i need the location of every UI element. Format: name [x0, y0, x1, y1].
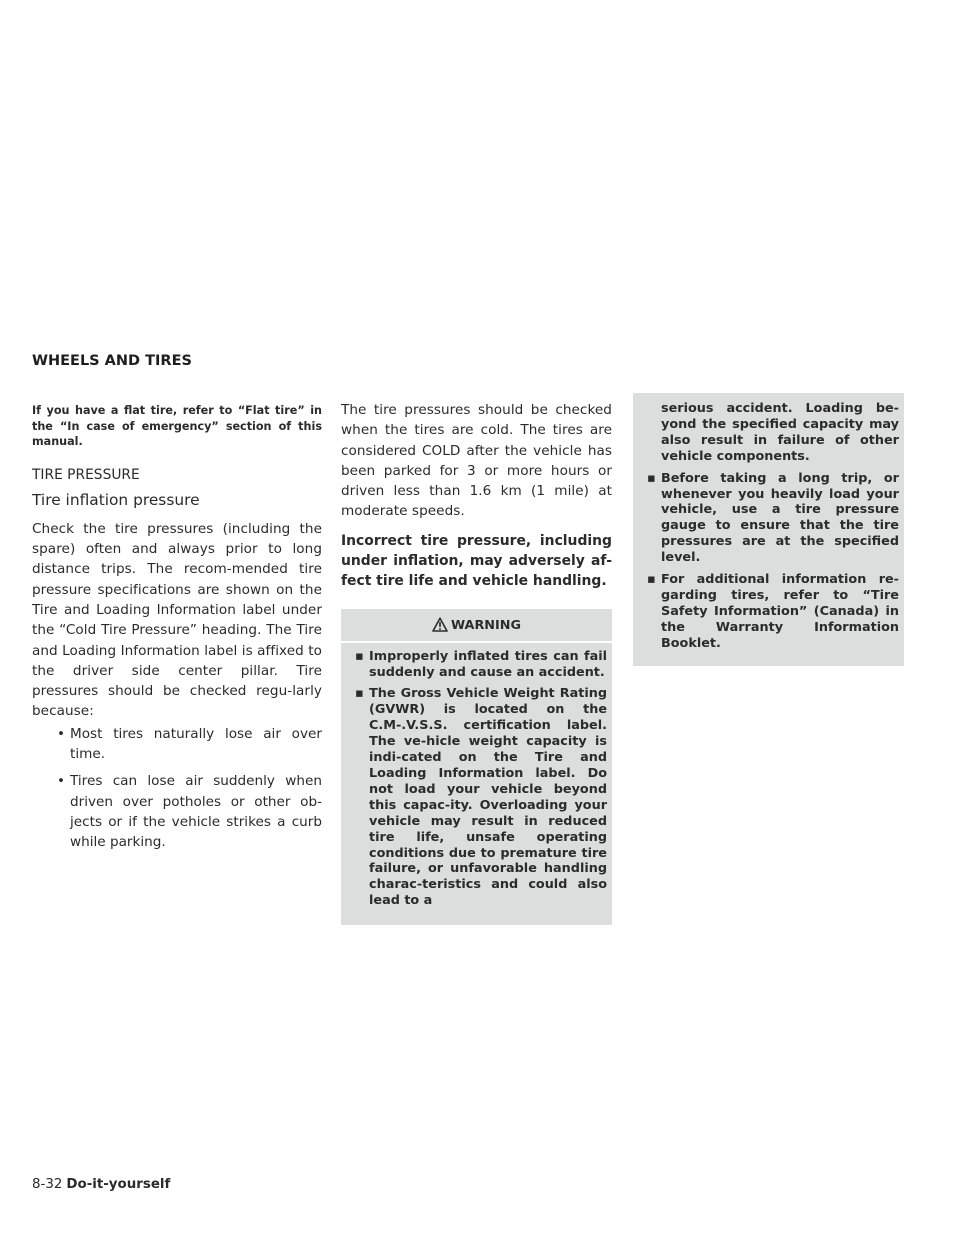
warning-list	[346, 649, 607, 910]
bullet-icon: •	[57, 725, 66, 742]
cold-tires-body: The tire pressures should be checked when the tires are cold. The tires are considered COLD after the vehicle has been parked for 3 or more hours or driven less than 1.6 km (1 mile) at moderate speeds.	[341, 402, 612, 520]
warning-triangle-icon	[432, 617, 448, 632]
warning-list-continued	[638, 471, 899, 652]
warning-item: ▪ Improperly inflated tires can fail suddenly and cause an accident.	[355, 648, 607, 680]
warning-box	[341, 609, 612, 926]
page-number: 8-32	[32, 1177, 63, 1192]
section-title: WHEELS AND TIRES	[32, 353, 192, 369]
warning-item: ▪ Before taking a long trip, or whenever you heavily load your vehicle, use a tire pressure gauge to ensure that the tire pressures are at the specified level.	[647, 470, 899, 566]
bullet-icon: •	[57, 773, 66, 790]
column-3	[633, 398, 904, 666]
list-item: • Most tires naturally lose air over time.	[57, 725, 322, 763]
reasons-list	[32, 724, 322, 853]
column-2	[341, 398, 612, 925]
tire-pressure-body: Check the tire pressures (including the spare) often and always prior to long distance trips. The recom-mended tire pressure specifications are shown on the Tire and Loading Information label under the “Cold Tire Pressure” heading. The Tire and Loading Information label is affixed to the driver side center pillar. Tire pressures should be checked regu-larly because:	[32, 520, 322, 720]
list-item: • Tires can lose air suddenly when driven over potholes or other ob-jects or if the vehicle strikes a curb while parking.	[57, 773, 322, 851]
flat-tire-note: If you have a flat tire, refer to “Flat tire” in the “In case of emergency” section of this manual.	[32, 404, 322, 449]
bullet-icon: ▪	[647, 572, 656, 588]
column-1	[32, 398, 322, 860]
bullet-icon: ▪	[647, 470, 656, 486]
warning-box-continued	[633, 393, 904, 666]
tire-pressure-heading: TIRE PRESSURE	[32, 466, 140, 483]
bullet-icon: ▪	[355, 686, 364, 702]
tire-inflation-subheading: Tire inflation pressure	[32, 490, 200, 509]
warning-header	[346, 609, 607, 641]
bullet-icon: ▪	[355, 648, 364, 664]
warning-item: ▪ The Gross Vehicle Weight Rating (GVWR) is located on the C.M-.V.S.S. certification label. The ve-hicle weight capacity is indi-cated on the Tire and Loading Information label. Do not load your vehicle beyond this capac-ity. Overloading your vehicle may result in reduced tire life, unsafe operating conditions due to premature tire failure, or unfavorable handling charac-teristics and could also lead to a	[355, 686, 607, 909]
warning-item: ▪ For additional information re-garding tires, refer to “Tire Safety Information” (Canada) in the Warranty Information Booklet.	[647, 572, 899, 651]
warning-title: WARNING	[451, 617, 521, 633]
incorrect-pressure-statement: Incorrect tire pressure, including under inflation, may adversely af-fect tire life and vehicle handling.	[341, 532, 612, 590]
page-footer	[32, 1176, 170, 1194]
chapter-name: Do-it-yourself	[66, 1177, 171, 1192]
warning-continuation: serious accident. Loading be-yond the specified capacity may also result in failure of other vehicle components.	[661, 401, 899, 464]
warning-divider	[341, 641, 612, 643]
